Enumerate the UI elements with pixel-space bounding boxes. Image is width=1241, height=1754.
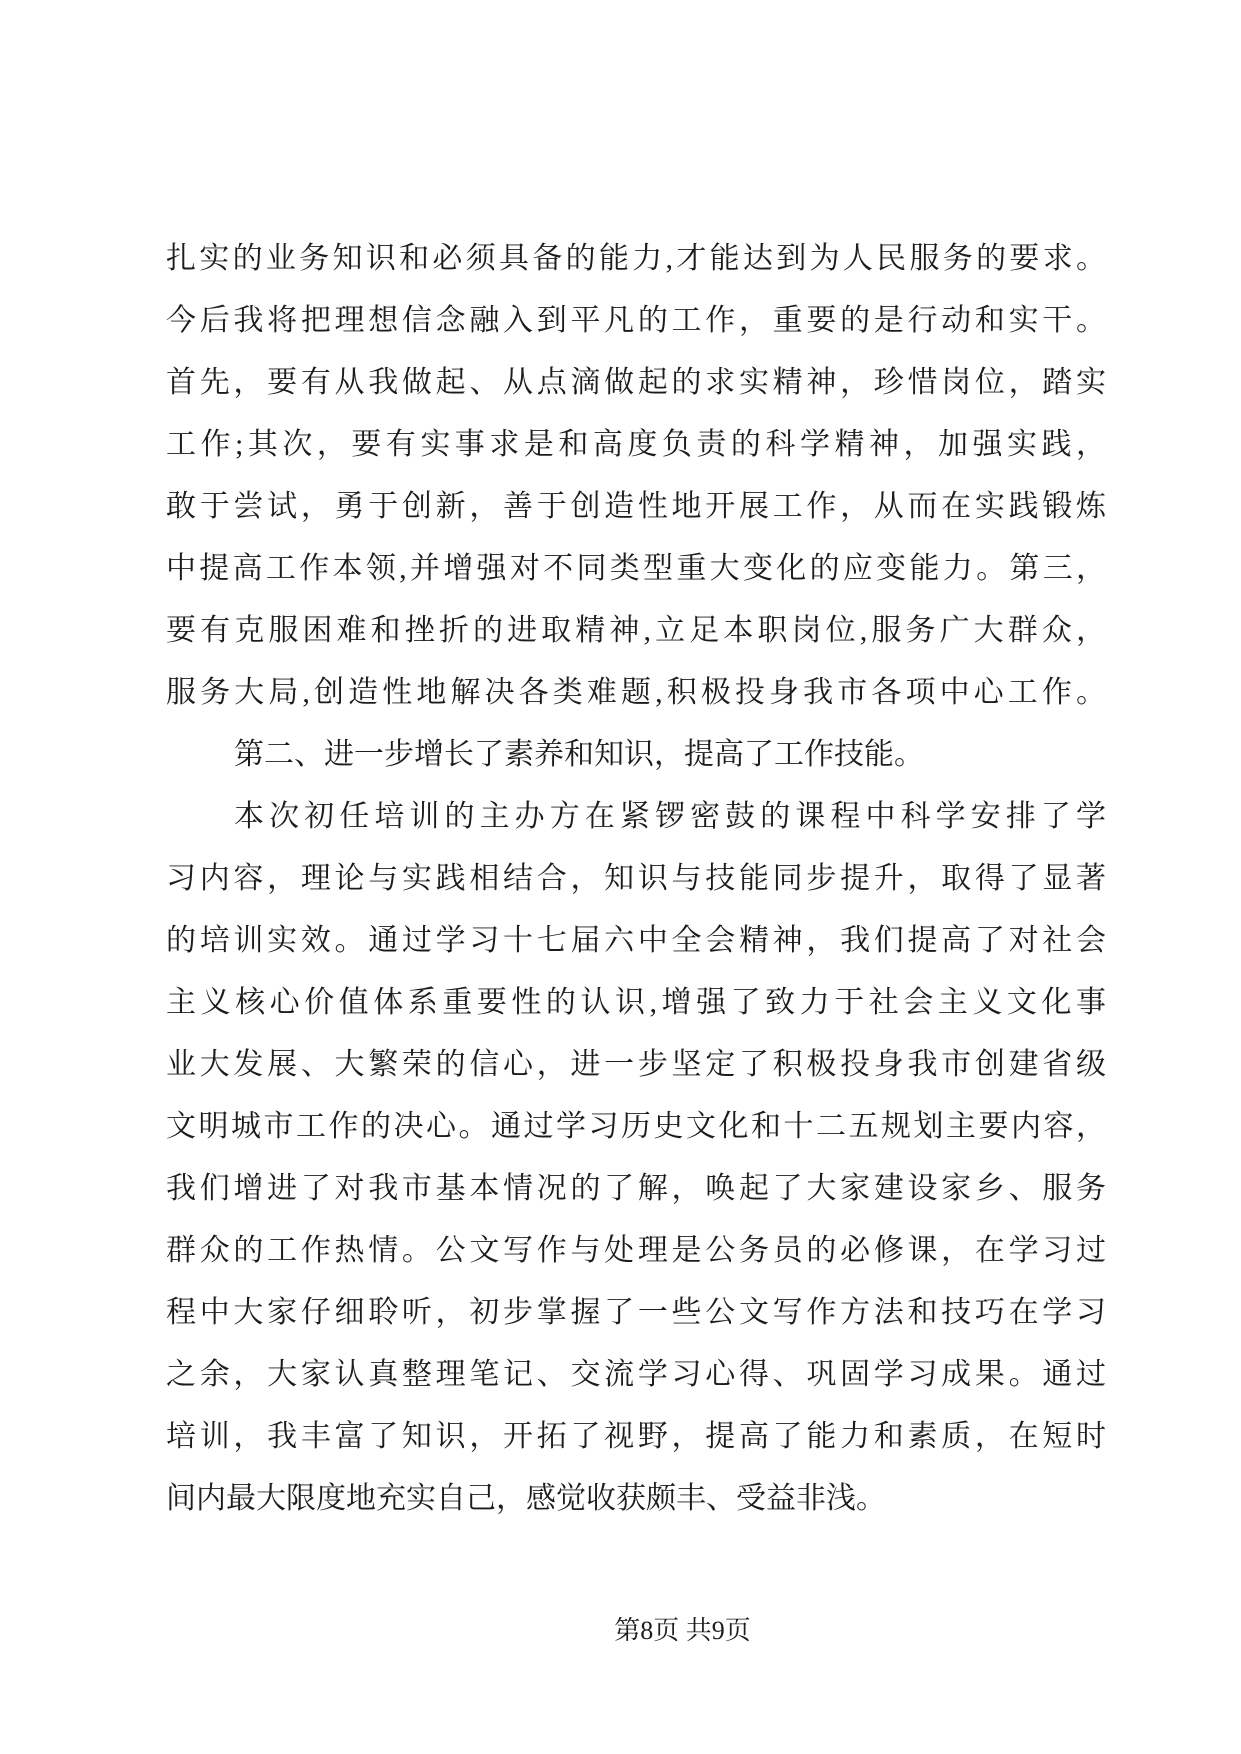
document-body [166, 228, 1106, 1530]
text-line: 程中大家仔细聆听，初步掌握了一些公文写作方法和技巧在学习 [166, 1296, 1106, 1329]
page-number: 第8页 共9页 [614, 1616, 751, 1645]
text-line: 主义核心价值体系重要性的认识,增强了致力于社会主义文化事 [166, 986, 1106, 1019]
text-line: 敢于尝试，勇于创新，善于创造性地开展工作，从而在实践锻炼 [166, 490, 1106, 523]
text-line: 中提高工作本领,并增强对不同类型重大变化的应变能力。第三， [166, 552, 1106, 585]
text-line: 的培训实效。通过学习十七届六中全会精神，我们提高了对社会 [166, 924, 1106, 957]
text-line: 本次初任培训的主办方在紧锣密鼓的课程中科学安排了学 [234, 800, 1106, 833]
text-line: 扎实的业务知识和必须具备的能力,才能达到为人民服务的要求。 [166, 242, 1106, 275]
text-line: 要有克服困难和挫折的进取精神,立足本职岗位,服务广大群众， [166, 614, 1106, 647]
text-line: 文明城市工作的决心。通过学习历史文化和十二五规划主要内容， [166, 1110, 1106, 1143]
text-line: 首先，要有从我做起、从点滴做起的求实精神，珍惜岗位，踏实 [166, 366, 1106, 399]
text-line: 间内最大限度地充实自己，感觉收获颇丰、受益非浅。 [166, 1482, 886, 1515]
text-line: 培训，我丰富了知识，开拓了视野，提高了能力和素质，在短时 [166, 1420, 1106, 1453]
text-line: 今后我将把理想信念融入到平凡的工作，重要的是行动和实干。 [166, 304, 1106, 337]
text-line: 我们增进了对我市基本情况的了解，唤起了大家建设家乡、服务 [166, 1172, 1106, 1205]
text-line: 业大发展、大繁荣的信心，进一步坚定了积极投身我市创建省级 [166, 1048, 1106, 1081]
text-line: 第二、进一步增长了素养和知识，提高了工作技能。 [234, 738, 924, 771]
text-line: 群众的工作热情。公文写作与处理是公务员的必修课，在学习过 [166, 1234, 1106, 1267]
text-line: 之余，大家认真整理笔记、交流学习心得、巩固学习成果。通过 [166, 1358, 1106, 1391]
page-footer [62, 1612, 1241, 1650]
text-line: 习内容，理论与实践相结合，知识与技能同步提升，取得了显著 [166, 862, 1106, 895]
text-line: 服务大局,创造性地解决各类难题,积极投身我市各项中心工作。 [166, 676, 1106, 709]
text-line: 工作;其次，要有实事求是和高度负责的科学精神，加强实践， [166, 428, 1106, 461]
